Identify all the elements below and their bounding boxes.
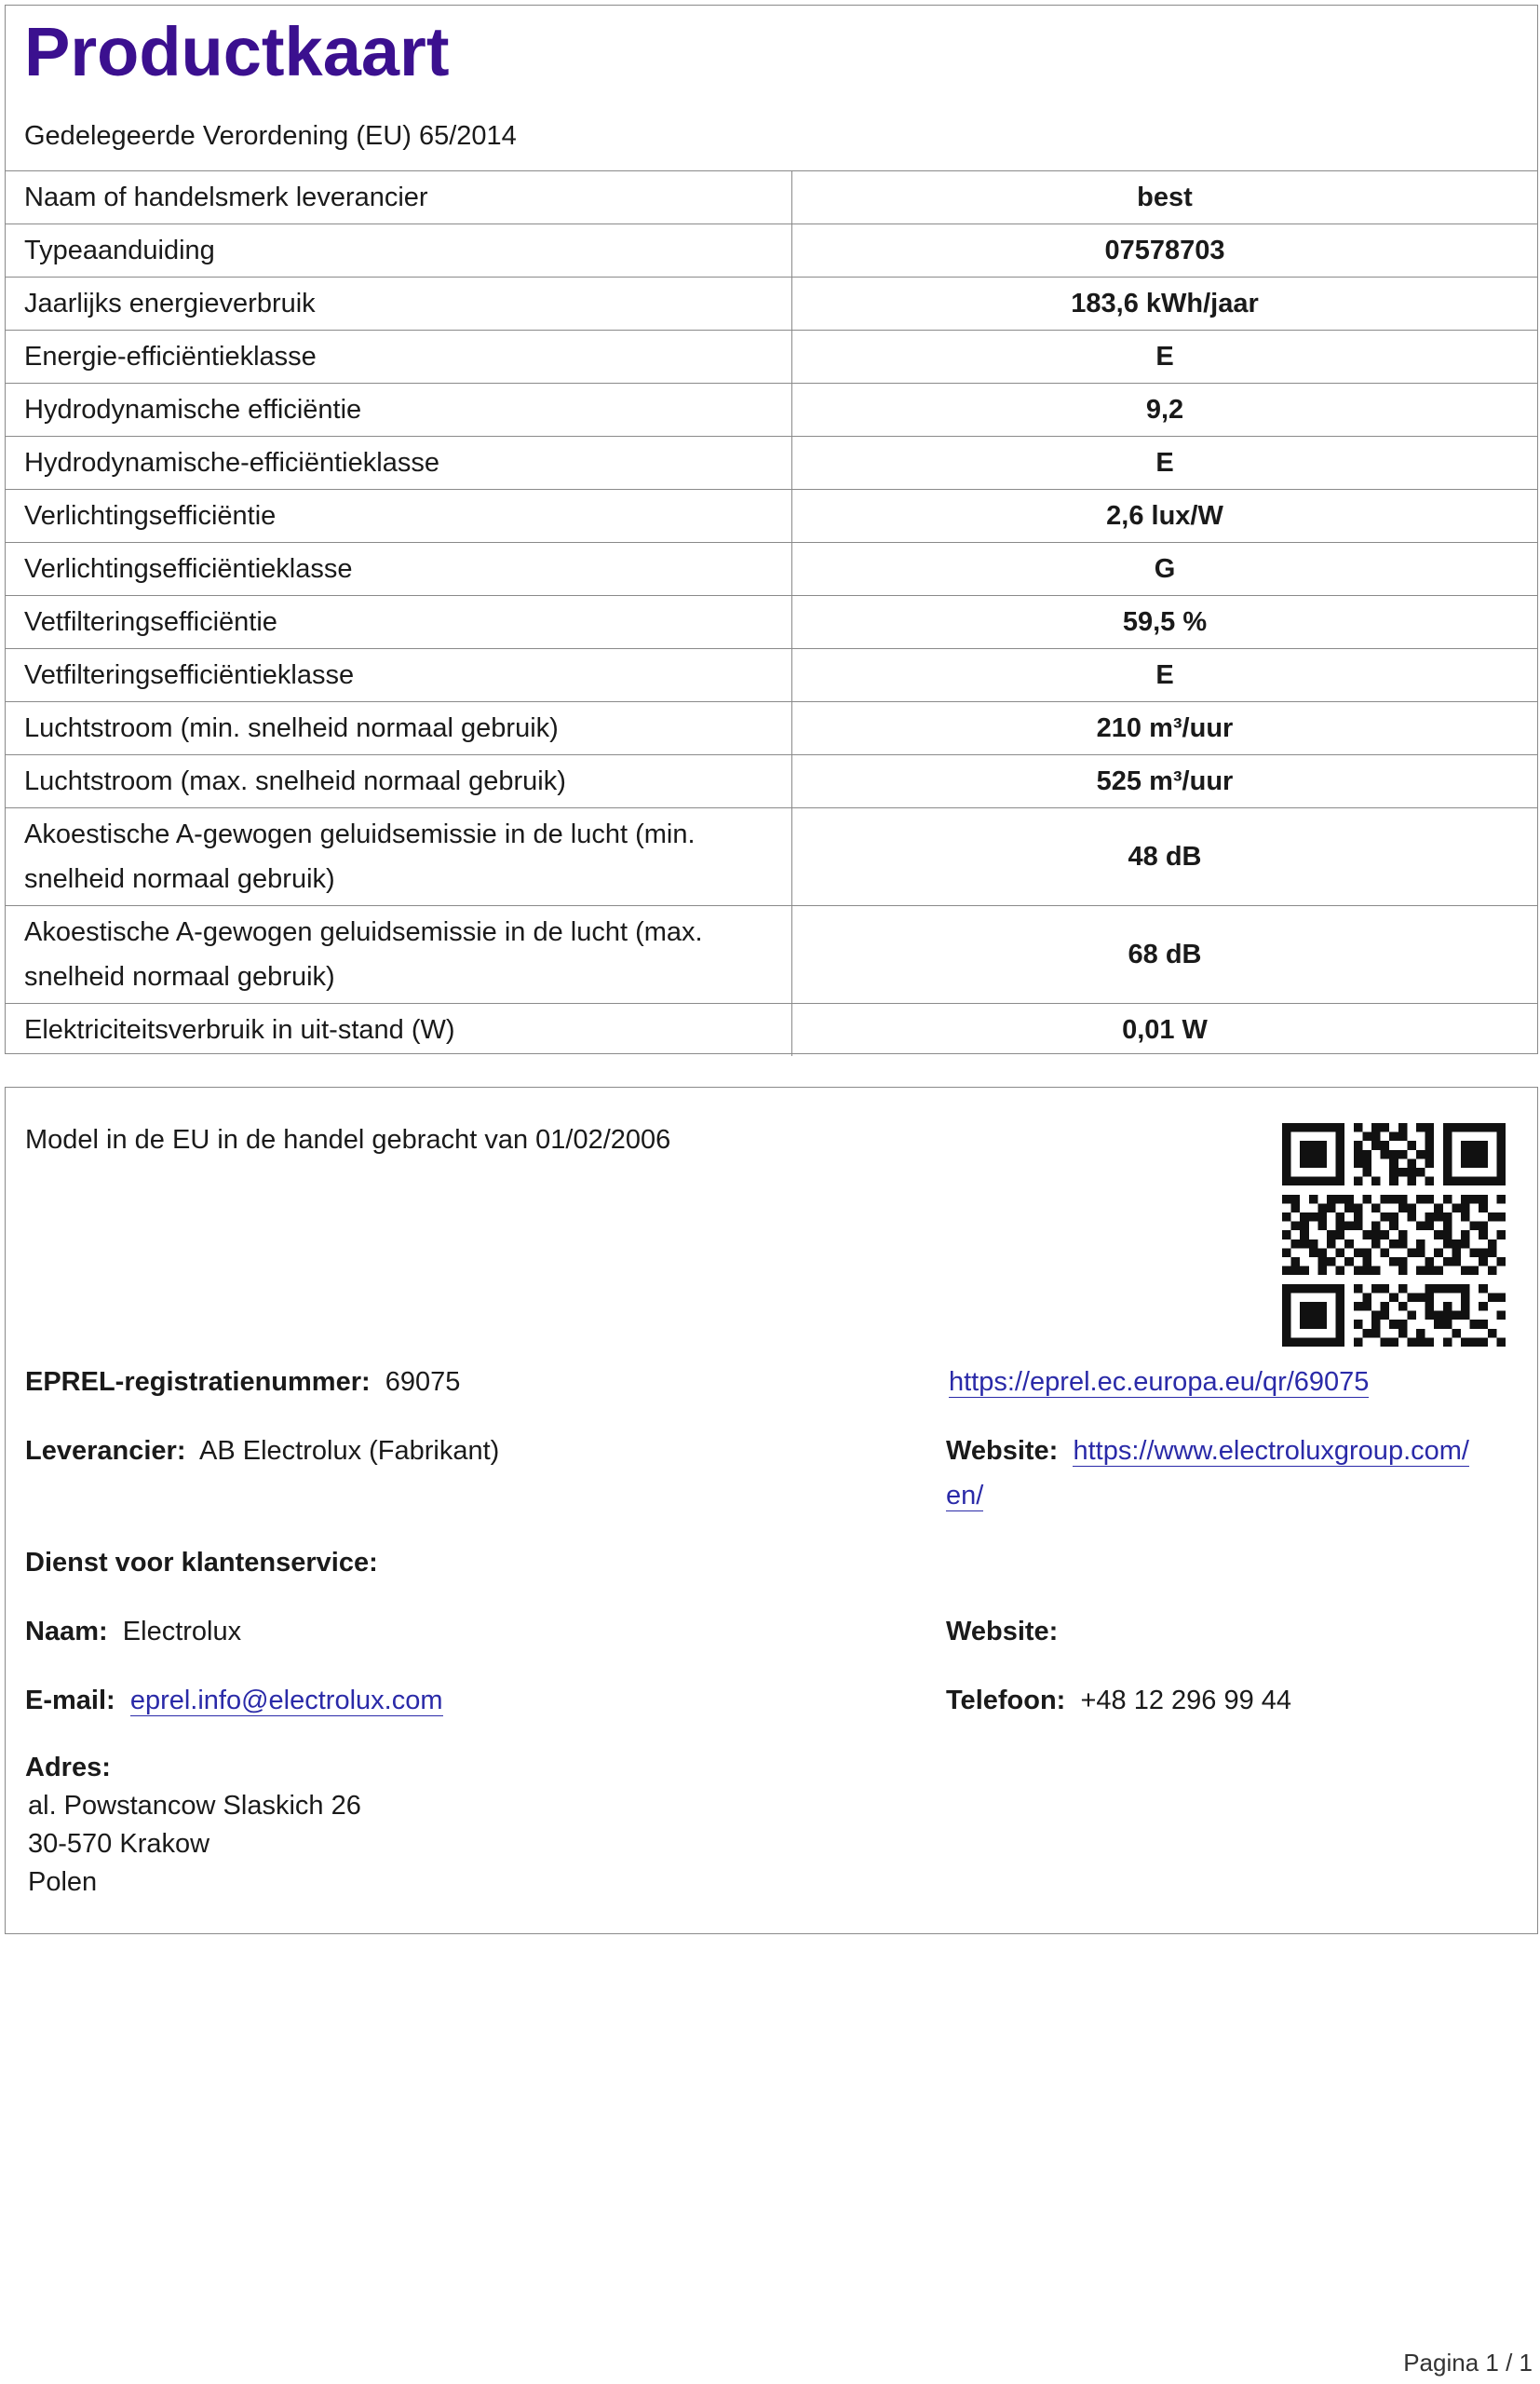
spec-value: E bbox=[792, 437, 1538, 490]
spec-value: 210 m³/uur bbox=[792, 702, 1538, 755]
service-website-row bbox=[946, 1613, 1058, 1650]
table-row bbox=[6, 224, 1537, 278]
service-name-value: Electrolux bbox=[122, 1617, 242, 1646]
spec-label: Vetfilteringsefficiëntie bbox=[6, 596, 792, 649]
table-row bbox=[6, 278, 1537, 331]
spec-label-line: Akoestische A-gewogen geluidsemissie in de lucht (max. bbox=[24, 917, 703, 947]
table-row bbox=[6, 808, 1537, 906]
table-row bbox=[6, 1004, 1537, 1057]
spec-value: 59,5 % bbox=[792, 596, 1538, 649]
spec-label bbox=[6, 808, 792, 906]
table-row bbox=[6, 437, 1537, 490]
address-label: Adres: bbox=[25, 1753, 111, 1782]
eprel-url-row bbox=[949, 1363, 1369, 1401]
spec-label-line: Akoestische A-gewogen geluidsemissie in de lucht (min. bbox=[24, 820, 696, 849]
supplier-website-link-cont[interactable]: en/ bbox=[946, 1481, 984, 1510]
address-line: al. Powstancow Slaskich 26 bbox=[28, 1791, 361, 1821]
eprel-number: 69075 bbox=[385, 1367, 461, 1397]
spec-value: best bbox=[792, 171, 1538, 224]
spec-label: Energie-efficiëntieklasse bbox=[6, 331, 792, 384]
spec-label: Jaarlijks energieverbruik bbox=[6, 278, 792, 331]
supplier-info-box bbox=[5, 1087, 1538, 1934]
email-label: E-mail: bbox=[25, 1686, 115, 1715]
supplier-label: Leverancier: bbox=[25, 1436, 186, 1466]
table-row bbox=[6, 649, 1537, 702]
spec-value: 68 dB bbox=[792, 906, 1538, 1004]
spec-value: 183,6 kWh/jaar bbox=[792, 278, 1538, 331]
spec-label: Elektriciteitsverbruik in uit-stand (W) bbox=[6, 1004, 792, 1057]
email-row bbox=[25, 1682, 443, 1719]
email-link[interactable]: eprel.info@electrolux.com bbox=[129, 1686, 443, 1715]
spec-label-line: snelheid normaal gebruik) bbox=[24, 864, 335, 894]
spec-label: Hydrodynamische-efficiëntieklasse bbox=[6, 437, 792, 490]
spec-label: Typeaanduiding bbox=[6, 224, 792, 278]
supplier-website-row bbox=[946, 1432, 1469, 1470]
table-row bbox=[6, 906, 1537, 1004]
spec-value: 48 dB bbox=[792, 808, 1538, 906]
spec-table bbox=[6, 170, 1537, 1056]
table-row bbox=[6, 171, 1537, 224]
supplier-website-link[interactable]: https://www.electroluxgroup.com/ bbox=[1073, 1436, 1469, 1466]
supplier-row bbox=[25, 1432, 499, 1470]
spec-label: Luchtstroom (max. snelheid normaal gebruik) bbox=[6, 755, 792, 808]
spec-value: 07578703 bbox=[792, 224, 1538, 278]
spec-label: Verlichtingsefficiëntieklasse bbox=[6, 543, 792, 596]
spec-label: Vetfilteringsefficiëntieklasse bbox=[6, 649, 792, 702]
spec-value: 0,01 W bbox=[792, 1004, 1538, 1057]
table-row bbox=[6, 596, 1537, 649]
page-number: Pagina 1 / 1 bbox=[1403, 2349, 1533, 2377]
spec-label: Naam of handelsmerk leverancier bbox=[6, 171, 792, 224]
qr-code-icon[interactable] bbox=[1282, 1123, 1506, 1347]
model-market-date: Model in de EU in de handel gebracht van 01/02/2006 bbox=[25, 1125, 671, 1155]
eprel-label: EPREL-registratienummer: bbox=[25, 1367, 371, 1397]
supplier-website-row-cont bbox=[946, 1477, 983, 1514]
phone-value: +48 12 296 99 44 bbox=[1080, 1686, 1292, 1715]
spec-value: 525 m³/uur bbox=[792, 755, 1538, 808]
spec-label bbox=[6, 906, 792, 1004]
phone-row bbox=[946, 1682, 1291, 1719]
spec-value: E bbox=[792, 649, 1538, 702]
page-title: Productkaart bbox=[24, 13, 450, 90]
spec-value: 9,2 bbox=[792, 384, 1538, 437]
table-row bbox=[6, 702, 1537, 755]
supplier-website-label: Website: bbox=[946, 1436, 1059, 1466]
supplier-name: AB Electrolux (Fabrikant) bbox=[199, 1436, 500, 1466]
eprel-row bbox=[25, 1363, 460, 1401]
table-row bbox=[6, 490, 1537, 543]
table-row bbox=[6, 543, 1537, 596]
table-row bbox=[6, 331, 1537, 384]
spec-value: E bbox=[792, 331, 1538, 384]
spec-label: Verlichtingsefficiëntie bbox=[6, 490, 792, 543]
table-row bbox=[6, 755, 1537, 808]
spec-label: Hydrodynamische efficiëntie bbox=[6, 384, 792, 437]
service-heading: Dienst voor klantenservice: bbox=[25, 1548, 378, 1578]
eprel-link[interactable]: https://eprel.ec.europa.eu/qr/69075 bbox=[949, 1367, 1370, 1397]
phone-label: Telefoon: bbox=[946, 1686, 1066, 1715]
service-name-row bbox=[25, 1613, 241, 1650]
service-website-label: Website: bbox=[946, 1617, 1059, 1646]
spec-value: 2,6 lux/W bbox=[792, 490, 1538, 543]
regulation-text: Gedelegeerde Verordening (EU) 65/2014 bbox=[24, 121, 517, 151]
address-line: Polen bbox=[28, 1867, 98, 1897]
table-row bbox=[6, 384, 1537, 437]
product-sheet bbox=[5, 5, 1538, 1054]
address-line: 30-570 Krakow bbox=[28, 1829, 210, 1859]
spec-value: G bbox=[792, 543, 1538, 596]
spec-label: Luchtstroom (min. snelheid normaal gebruik) bbox=[6, 702, 792, 755]
spec-label-line: snelheid normaal gebruik) bbox=[24, 962, 335, 992]
service-name-label: Naam: bbox=[25, 1617, 108, 1646]
